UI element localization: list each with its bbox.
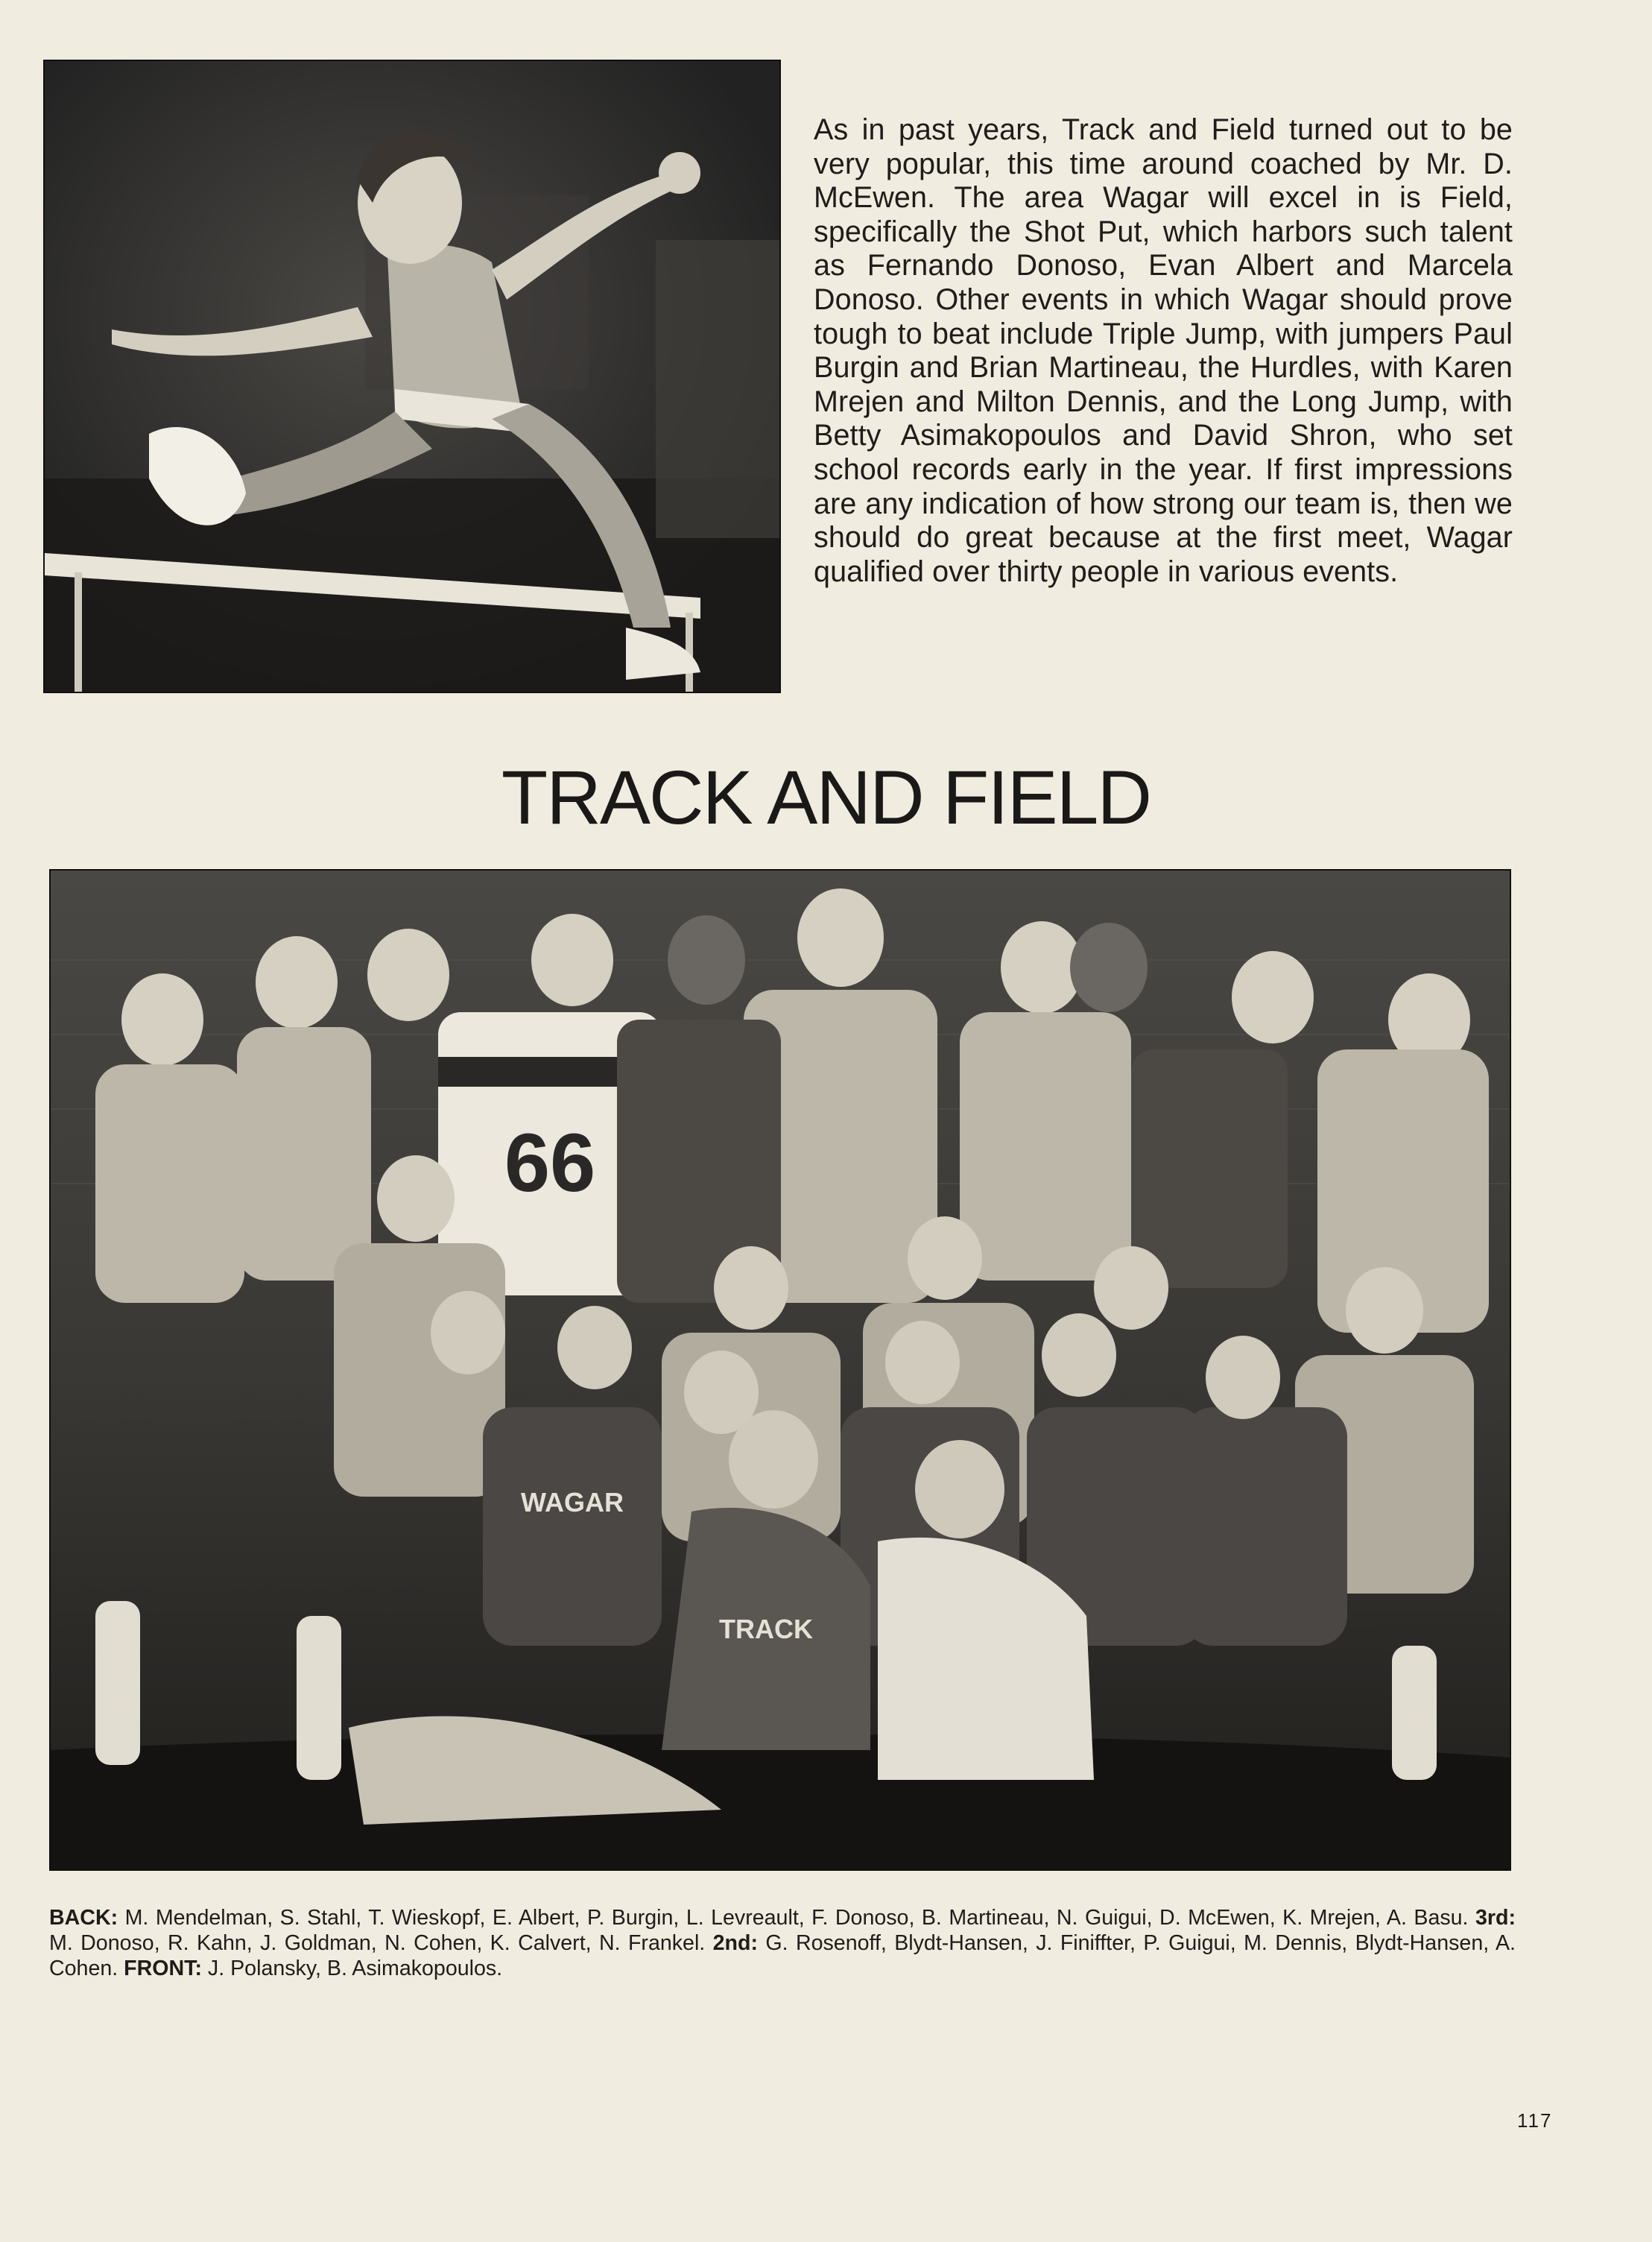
caption-third-names: M. Donoso, R. Kahn, J. Goldman, N. Cohen, K. Calvert, N. Frankel. [49,1931,713,1955]
caption-back-label: BACK: [49,1906,118,1930]
caption-back-names: M. Mendelman, S. Stahl, T. Wieskopf, E. Albert, P. Burgin, L. Levreault, F. Donoso, B. Martineau, N. Guigui, D. McEwen, K. Mrejen, A. Basu. [118,1906,1475,1930]
photo-caption [49,1905,1516,1981]
hurdle-photo [43,60,781,693]
caption-second-label: 2nd: [712,1931,758,1955]
caption-second-names: G. Rosenoff, Blydt-Hansen, J. Finiffter, P. Guigui, M. Dennis, Blydt-Hansen, A. Cohen. [49,1931,1516,1980]
intro-paragraph: As in past years, Track and Field turned out to be very popular, this time around coached by Mr. D. McEwen. The area Wagar will excel in is Field, specifically the Shot Put, which harbors such talent as Fernando Donoso, Evan Albert and Marcela Donoso. Other events in which Wagar should prove tough to beat include Triple Jump, with jumpers Paul Burgin and Brian Martineau, the Hurdles, with Karen Mrejen and Milton Dennis, and the Long Jump, with Betty Asimakopoulos and David Shron, who set school records early in the year. If first impressions are any indication of how strong our team is, then we should do great because at the first meet, Wagar qualified over thirty people in various events. [814,113,1513,588]
team-shirt-text: WAGAR [521,1487,624,1518]
team-jersey-number: 66 [504,1117,596,1209]
page-title: TRACK AND FIELD [501,755,1151,840]
caption-front-names: J. Polansky, B. Asimakopoulos. [201,1957,503,1980]
page-number: 117 [1517,2109,1553,2132]
team-photo [49,869,1511,1871]
caption-third-label: 3rd: [1475,1906,1516,1930]
caption-front-label: FRONT: [124,1957,202,1980]
hurdle-photo-graphic [45,61,779,692]
team-shirt-text-2: TRACK [719,1614,813,1644]
team-photo-graphic [51,871,1510,1869]
